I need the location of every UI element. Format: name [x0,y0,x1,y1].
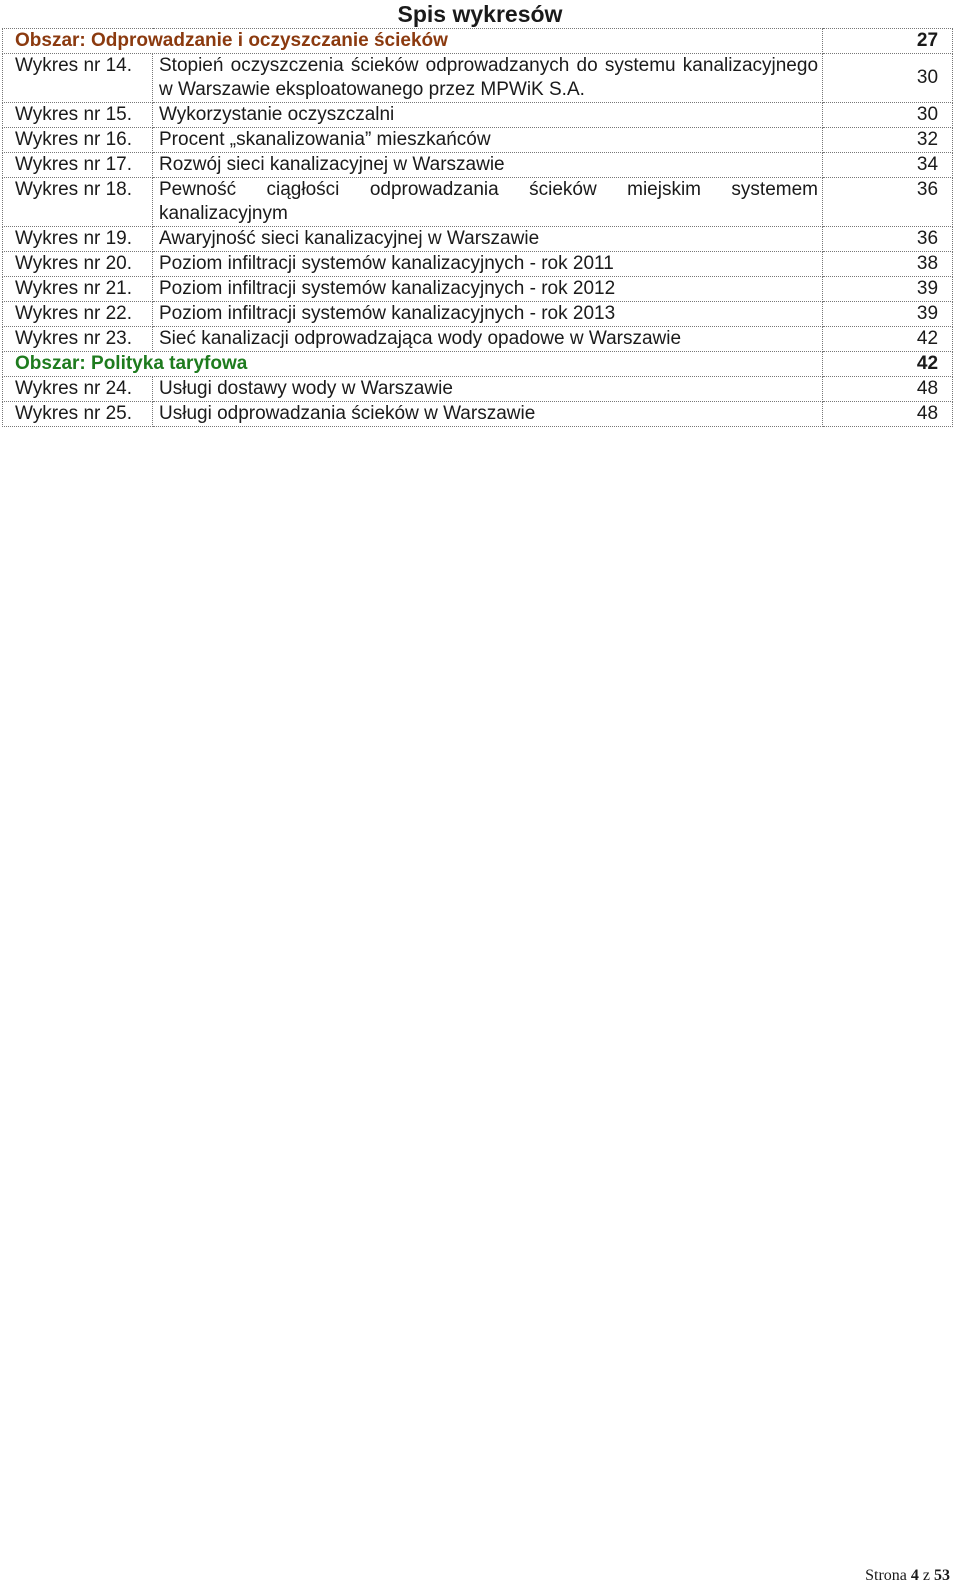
toc-page-number: 48 [823,402,953,427]
toc-page-number: 38 [823,252,953,277]
toc-entry-title[interactable]: Pewność ciągłości odprowadzania ścieków miejskim systemem kanalizacyjnym [153,178,823,227]
toc-entry-label[interactable]: Wykres nr 25. [3,402,153,427]
toc-entry-label[interactable]: Wykres nr 16. [3,128,153,153]
toc-page-number: 34 [823,153,953,178]
toc-entry-title[interactable]: Poziom infiltracji systemów kanalizacyjnych - rok 2012 [153,277,823,302]
toc-entry-row[interactable] [3,54,953,103]
toc-entry-label[interactable]: Wykres nr 22. [3,302,153,327]
toc-entry-title[interactable]: Poziom infiltracji systemów kanalizacyjnych - rok 2011 [153,252,823,277]
toc-page-number: 36 [823,178,953,227]
toc-page-number: 27 [823,29,953,54]
footer-separator: z [922,1567,930,1584]
toc-entry-row[interactable] [3,402,953,427]
toc-entry-label[interactable]: Wykres nr 24. [3,377,153,402]
toc-entry-row[interactable] [3,103,953,128]
toc-entry-row[interactable] [3,377,953,402]
toc-section-row[interactable] [3,29,953,54]
footer-prefix: Strona [865,1567,907,1584]
toc-entry-title[interactable]: Poziom infiltracji systemów kanalizacyjnych - rok 2013 [153,302,823,327]
toc-entry-label[interactable]: Wykres nr 17. [3,153,153,178]
toc-entry-row[interactable] [3,277,953,302]
toc-page-number: 42 [823,352,953,377]
toc-page-number: 48 [823,377,953,402]
toc-entry-title[interactable]: Usługi odprowadzania ścieków w Warszawie [153,402,823,427]
toc-page-number: 39 [823,302,953,327]
footer-total-pages: 53 [934,1567,950,1584]
toc-entry-label[interactable]: Wykres nr 15. [3,103,153,128]
toc-entry-row[interactable] [3,252,953,277]
toc-section-title[interactable]: Obszar: Polityka taryfowa [3,352,823,377]
toc-entry-row[interactable] [3,128,953,153]
toc-entry-row[interactable] [3,227,953,252]
toc-entry-title[interactable]: Wykorzystanie oczyszczalni [153,103,823,128]
toc-entry-title[interactable]: Rozwój sieci kanalizacyjnej w Warszawie [153,153,823,178]
toc-entry-label[interactable]: Wykres nr 21. [3,277,153,302]
toc-page-number: 30 [823,103,953,128]
toc-entry-label[interactable]: Wykres nr 23. [3,327,153,352]
toc-entry-row[interactable] [3,302,953,327]
toc-entry-row[interactable] [3,327,953,352]
toc-entry-label[interactable]: Wykres nr 14. [3,54,153,103]
toc-page-number: 42 [823,327,953,352]
toc-entry-title[interactable]: Awaryjność sieci kanalizacyjnej w Warszawie [153,227,823,252]
toc-page-number: 30 [823,54,953,103]
page-footer [865,1567,950,1585]
toc-page-number: 32 [823,128,953,153]
footer-current-page: 4 [910,1567,919,1584]
toc-entry-label[interactable]: Wykres nr 18. [3,178,153,227]
toc-page-number: 36 [823,227,953,252]
page-title: Spis wykresów [397,1,563,27]
toc-entry-row[interactable] [3,178,953,227]
toc-section-row[interactable] [3,352,953,377]
toc-entry-title[interactable]: Usługi dostawy wody w Warszawie [153,377,823,402]
toc-entry-title[interactable]: Sieć kanalizacji odprowadzająca wody opadowe w Warszawie [153,327,823,352]
toc-entry-label[interactable]: Wykres nr 20. [3,252,153,277]
toc-page-number: 39 [823,277,953,302]
toc-entry-title[interactable]: Procent „skanalizowania” mieszkańców [153,128,823,153]
toc-entry-row[interactable] [3,153,953,178]
toc-entry-label[interactable]: Wykres nr 19. [3,227,153,252]
toc-section-title[interactable]: Obszar: Odprowadzanie i oczyszczanie ścieków [3,29,823,54]
table-of-figures [2,28,953,427]
toc-entry-title[interactable]: Stopień oczyszczenia ścieków odprowadzanych do systemu kanalizacyjnego w Warszawie eksploatowanego przez MPWiK S.A. [153,54,823,103]
toc-body [3,29,953,427]
